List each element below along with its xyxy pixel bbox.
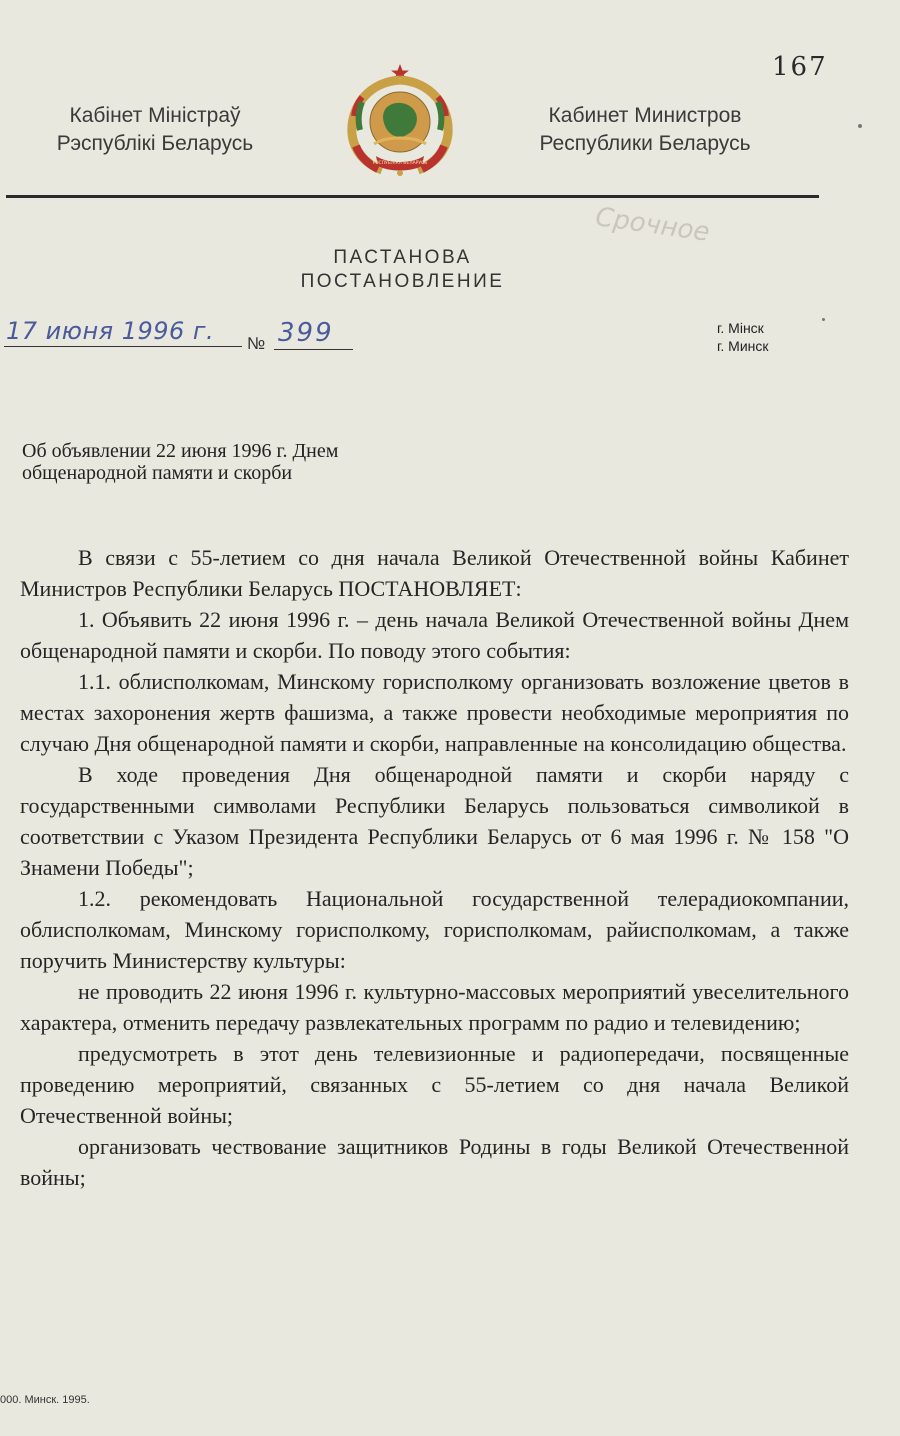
emblem-ribbon-text: РЭСПУБЛІКА БЕЛАРУСЬ bbox=[372, 161, 428, 166]
header-russian bbox=[510, 102, 780, 158]
header-belarusian bbox=[40, 102, 270, 158]
header-ru-line2: Республики Беларусь bbox=[539, 132, 751, 155]
page-number: 167 bbox=[772, 52, 828, 82]
city-block bbox=[717, 319, 769, 355]
subject-line2: общенародной памяти и скорби bbox=[22, 462, 293, 484]
handwritten-number: 399 bbox=[278, 318, 334, 348]
date-field bbox=[4, 312, 242, 347]
city-be: г. Мінск bbox=[717, 320, 764, 336]
body-paragraph: организовать чествование защитников Родины в годы Великой Отечественной войны; bbox=[20, 1134, 849, 1190]
document-subject bbox=[22, 440, 542, 484]
body-paragraph: предусмотреть в этот день телевизионные и радиопередачи, посвященные проведению мероприятий, связанных с 55-летием со дня начала Великой Отечественной войны; bbox=[20, 1041, 849, 1128]
body-paragraph: 1. Объявить 22 июня 1996 г. – день начала Великой Отечественной войны Днем общенародной памяти и скорби. По поводу этого события: bbox=[20, 607, 849, 663]
body-paragraph: 1.1. облисполкомам, Минскому горисполкому организовать возложение цветов в местах захоронения жертв фашизма, а также провести необходимые мероприятия по случаю Дня общенародной памяти и скорби, направленные на консолидацию общества. bbox=[20, 669, 849, 756]
document-body bbox=[20, 542, 849, 1193]
body-paragraph: В ходе проведения Дня общенародной памяти и скорби наряду с государственными символами Республики Беларусь пользоваться символикой в соответствии с Указом Президента Республики Беларусь от 6 мая 1996 г. № 158 "О Знамени Победы"; bbox=[20, 762, 849, 880]
body-paragraph: не проводить 22 июня 1996 г. культурно-массовых мероприятий увеселительного характера, отменить передачу развлекательных программ по радио и телевидению; bbox=[20, 979, 849, 1035]
body-paragraph: В связи с 55-летием со дня начала Великой Отечественной войны Кабинет Министров Республики Беларусь ПОСТАНОВЛЯЕТ: bbox=[20, 545, 849, 601]
handwritten-date: 17 июня 1996 г. bbox=[6, 317, 215, 345]
body-paragraph: 1.2. рекомендовать Национальной государственной телерадиокомпании, облисполкомам, Минскому горисполкому, горисполкомам, райисполкомам, а также поручить Министерству культуры: bbox=[20, 886, 849, 973]
faint-stamp: Срочное bbox=[593, 202, 712, 248]
printer-imprint: 000. Минск. 1995. bbox=[0, 1394, 90, 1406]
header-divider bbox=[6, 195, 819, 198]
paper-speck bbox=[858, 124, 862, 128]
coat-of-arms-icon bbox=[342, 60, 458, 178]
subject-line1: Об объявлении 22 июня 1996 г. Днем bbox=[22, 440, 339, 462]
header-be-line1: Кабінет Міністраў bbox=[69, 104, 241, 127]
city-ru: г. Минск bbox=[717, 338, 769, 354]
document-type bbox=[250, 246, 555, 294]
document-type-ru: ПОСТАНОВЛЕНИЕ bbox=[300, 271, 505, 292]
paper-speck bbox=[822, 318, 825, 321]
header-be-line2: Рэспублікі Беларусь bbox=[56, 132, 254, 155]
document-type-be: ПАСТАНОВА bbox=[333, 247, 472, 268]
number-label: № bbox=[247, 334, 266, 353]
header-ru-line1: Кабинет Министров bbox=[548, 104, 742, 127]
number-field bbox=[274, 312, 353, 350]
